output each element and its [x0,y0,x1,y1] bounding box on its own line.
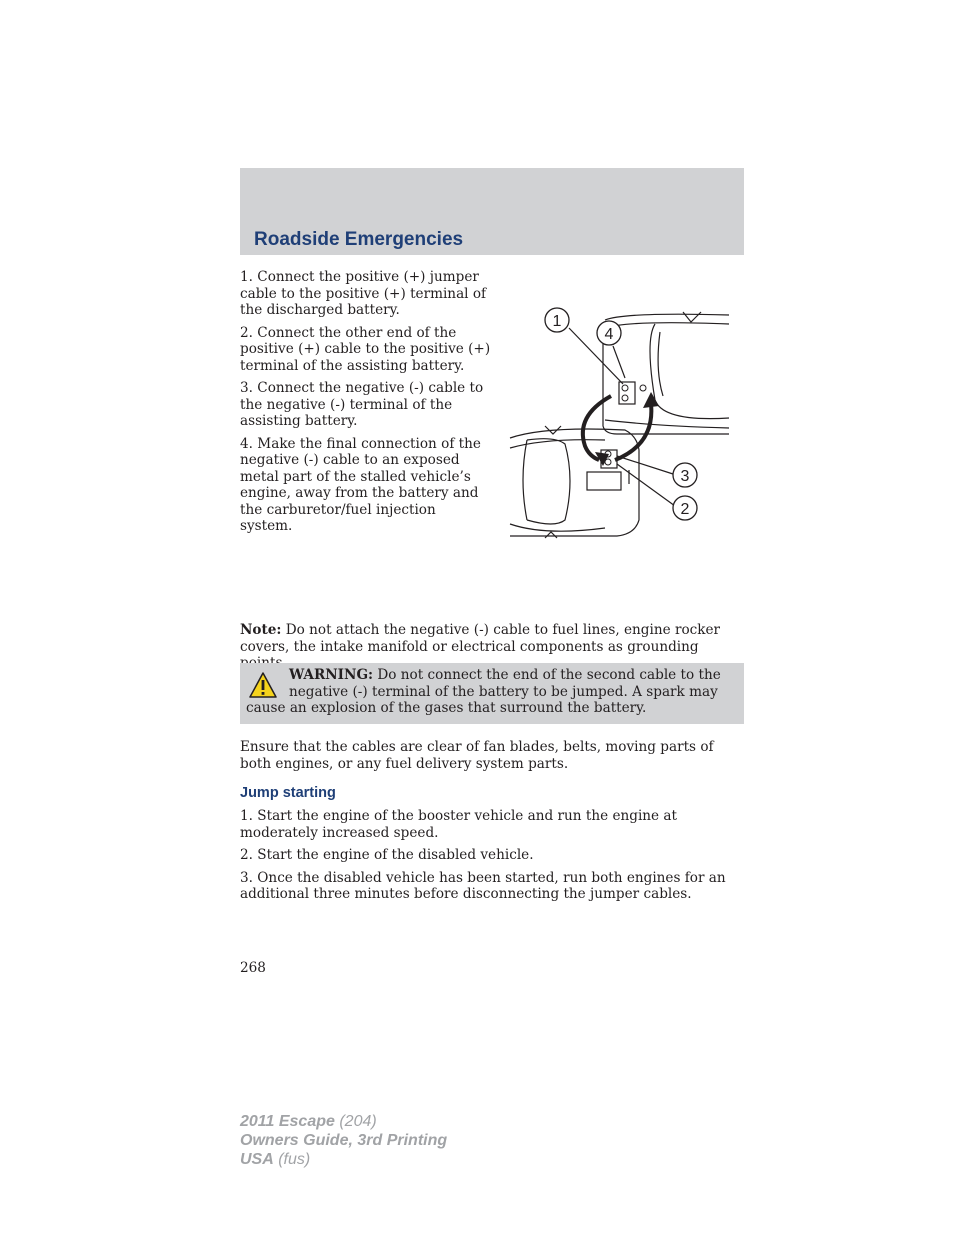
step-4: 4. Make the final connection of the negative (-) cable to an exposed metal part of the stalled vehicle’s engine, away from the battery and the carburetor/fuel injection system. [240,435,481,534]
step-2: 2. Connect the other end of the positive (+) cable to the positive (+) terminal of the assisting battery. [240,324,491,374]
ensure-text: Ensure that the cables are clear of fan blades, belts, moving parts of both engines, or any fuel delivery system parts. [240,739,714,772]
callout-4: 4 [604,326,614,343]
step-3: 3. Connect the negative (-) cable to the negative (-) terminal of the assisting battery. [240,380,484,429]
footer-guide: Owners Guide, 3rd Printing [240,1132,448,1149]
footer-model-code: (204) [334,1113,377,1130]
jump-starting-heading: Jump starting [240,785,336,801]
connection-steps [240,269,492,541]
footer-market: USA [240,1151,274,1168]
ensure-paragraph [240,739,744,772]
warning-line-3: cause an explosion of the gases that surround the battery. [246,700,647,716]
warning-box [240,663,744,724]
step-1: 1. Connect the positive (+) jumper cable to the positive (+) terminal of the discharged battery. [240,269,487,318]
warning-triangle-icon [248,671,278,699]
callout-1: 1 [552,313,562,330]
jump-start-diagram [505,300,735,545]
warning-label: WARNING: [289,667,374,683]
note-text: Do not attach the negative (-) cable to fuel lines, engine rocker covers, the intake manifold or electrical components as grounding [240,622,721,655]
note-label: Note: [240,622,282,638]
jump-step-3: 3. Once the disabled vehicle has been started, run both engines for an additional three minutes before disconnecting the jumper cables. [240,869,726,902]
jump-start-illustration [505,300,735,545]
section-title: Roadside Emergencies [254,229,464,250]
jump-step-2: 2. Start the engine of the disabled vehicle. [240,847,534,863]
section-header-band [240,168,744,255]
warning-line-2: negative (-) terminal of the battery to be jumped. A spark may [289,683,718,700]
footer-model: 2011 Escape [240,1113,335,1130]
jump-starting-steps [240,808,744,909]
page-number: 268 [240,960,266,976]
footer-market-code: (fus) [273,1151,311,1168]
jump-step-1: 1. Start the engine of the booster vehicle and run the engine at moderately increased speed. [240,808,677,841]
document-footer [240,1112,447,1169]
warning-line-1: Do not connect the end of the second cable to the [373,667,721,683]
callout-2: 2 [680,501,690,518]
callout-3: 3 [680,468,690,485]
warning-text [240,667,738,717]
